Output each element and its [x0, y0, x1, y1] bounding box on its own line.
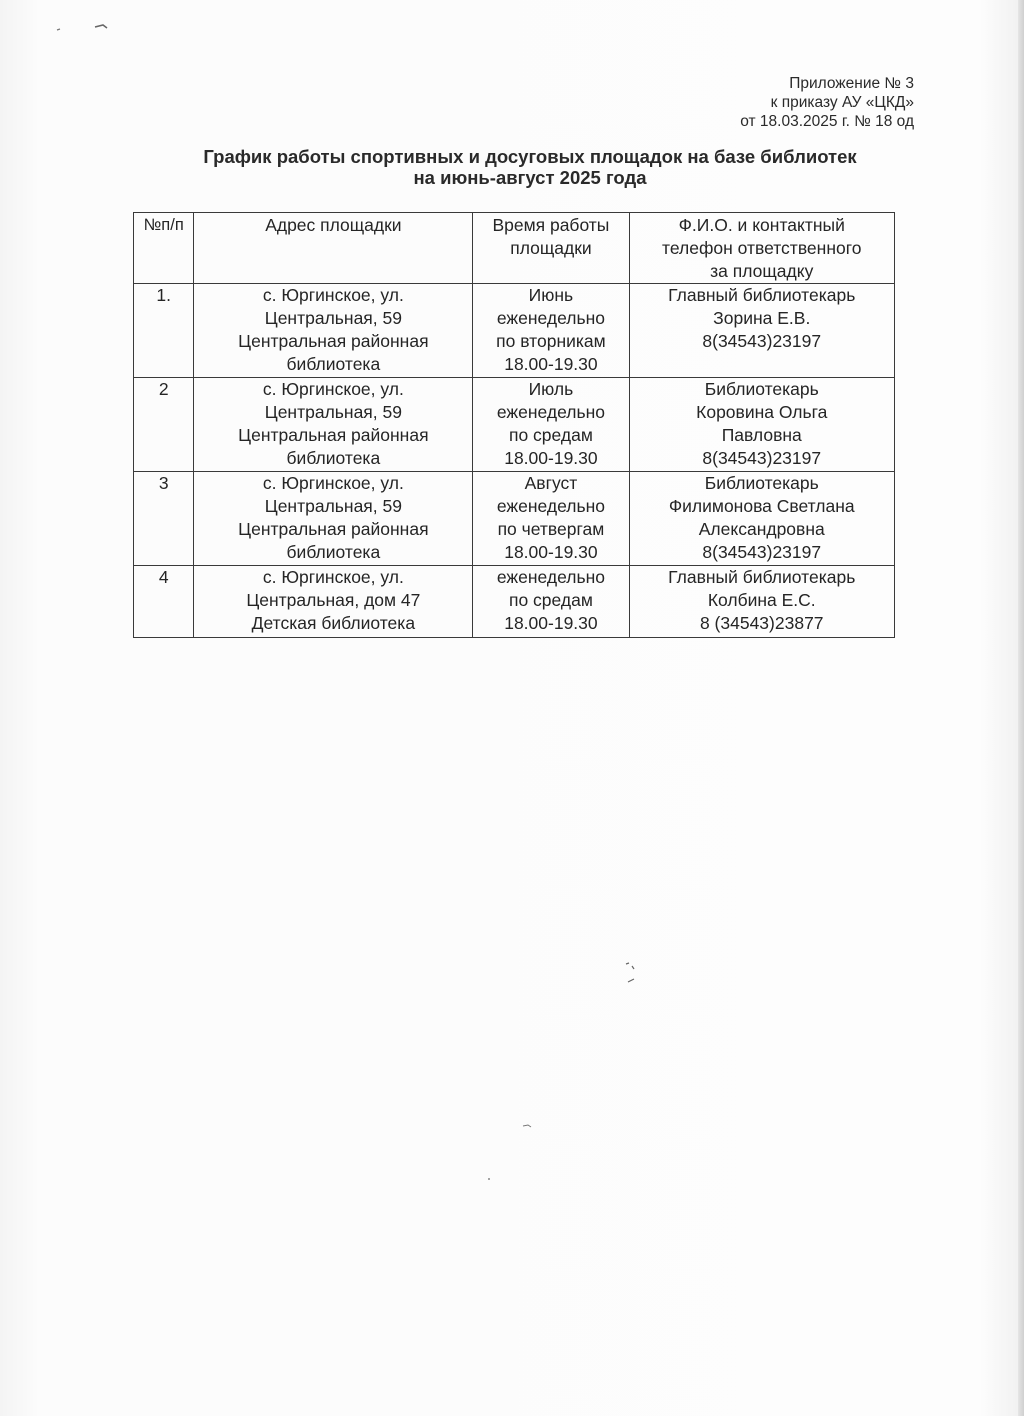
contact-line: Павловна: [721, 425, 802, 445]
table-header-row: [134, 213, 895, 284]
time-cell: [473, 566, 629, 638]
table-row: [134, 472, 895, 566]
address-line: Центральная, 59: [264, 496, 402, 516]
header-cell-number: [134, 213, 194, 284]
contact-line: Коровина Ольга: [696, 402, 828, 422]
contact-line: Александровна: [698, 519, 825, 539]
address-line: Центральная районная: [238, 425, 429, 445]
scan-speck-mark: [522, 1122, 536, 1130]
contact-line: Библиотекарь: [704, 473, 819, 493]
title-line-1: График работы спортивных и досуговых площадок на базе библиотек: [203, 146, 857, 167]
row-number-cell: [134, 472, 194, 566]
header-cell-address: [194, 213, 473, 284]
time-line: по четвергам: [497, 519, 605, 539]
contact-line: 8(34543)23197: [702, 331, 822, 351]
address-line: Центральная, дом 47: [246, 590, 421, 610]
address-line: с. Юргинское, ул.: [262, 473, 404, 493]
row-number-cell: [134, 378, 194, 472]
contact-line: Библиотекарь: [704, 379, 819, 399]
address-line: библиотека: [286, 354, 381, 374]
schedule-table: [133, 212, 895, 638]
row-number: 1.: [156, 285, 171, 305]
row-number: 2: [158, 379, 169, 399]
address-line: Центральная, 59: [264, 402, 402, 422]
address-cell: [194, 566, 473, 638]
header-text: телефон ответственного: [662, 238, 862, 258]
address-line: библиотека: [286, 542, 381, 562]
time-line: 18.00-19.30: [504, 448, 598, 468]
contact-line: 8(34543)23197: [702, 542, 822, 562]
address-line: Детская библиотека: [251, 613, 416, 633]
order-date: от 18.03.2025 г. № 18 од: [740, 113, 914, 130]
header-cell-contact: [629, 213, 895, 284]
contact-line: 8 (34543)23877: [699, 613, 824, 633]
address-cell: [194, 284, 473, 378]
time-line: Июль: [528, 379, 574, 399]
time-line: по средам: [508, 590, 593, 610]
time-line: 18.00-19.30: [504, 354, 598, 374]
contact-line: Филимонова Светлана: [668, 496, 855, 516]
contact-line: Главный библиотекарь: [668, 567, 856, 587]
scan-speck-mark: [55, 22, 125, 34]
header-text: Время работы: [492, 215, 610, 235]
contact-cell: [629, 566, 895, 638]
order-reference: к приказу АУ «ЦКД»: [770, 94, 914, 111]
time-line: по вторникам: [496, 331, 606, 351]
time-line: еженедельно: [496, 567, 605, 587]
row-number: 3: [158, 473, 169, 493]
address-line: с. Юргинское, ул.: [262, 567, 404, 587]
contact-line: Зорина Е.В.: [713, 308, 811, 328]
table-row: [134, 378, 895, 472]
header-text: №п/п: [143, 216, 184, 234]
address-line: Центральная, 59: [264, 308, 402, 328]
time-line: 18.00-19.30: [504, 542, 598, 562]
time-line: по средам: [508, 425, 593, 445]
row-number: 4: [158, 567, 169, 587]
time-line: еженедельно: [496, 402, 605, 422]
time-line: еженедельно: [496, 496, 605, 516]
header-text: Адрес площадки: [265, 215, 402, 235]
address-line: Центральная районная: [238, 331, 429, 351]
table-row: [134, 284, 895, 378]
time-cell: [473, 472, 629, 566]
address-line: с. Юргинское, ул.: [262, 285, 404, 305]
scan-speck-mark: [620, 960, 644, 990]
time-line: еженедельно: [496, 308, 605, 328]
contact-cell: [629, 284, 895, 378]
time-line: 18.00-19.30: [504, 613, 598, 633]
contact-line: 8(34543)23197: [702, 448, 822, 468]
contact-cell: [629, 472, 895, 566]
header-text: площадки: [510, 238, 592, 258]
address-cell: [194, 472, 473, 566]
address-line: Центральная районная: [238, 519, 429, 539]
scan-speck-mark: [486, 1176, 492, 1182]
address-line: с. Юргинское, ул.: [262, 379, 404, 399]
address-cell: [194, 378, 473, 472]
header-text: Ф.И.О. и контактный: [678, 215, 845, 235]
row-number-cell: [134, 566, 194, 638]
time-cell: [473, 378, 629, 472]
appendix-header: [740, 74, 914, 131]
contact-line: Колбина Е.С.: [707, 590, 816, 610]
contact-cell: [629, 378, 895, 472]
time-line: Август: [524, 473, 578, 493]
title-line-2: на июнь-август 2025 года: [413, 167, 647, 188]
time-line: Июнь: [528, 285, 574, 305]
row-number-cell: [134, 284, 194, 378]
address-line: библиотека: [286, 448, 381, 468]
table-row: [134, 566, 895, 638]
document-title: [130, 146, 930, 188]
time-cell: [473, 284, 629, 378]
header-cell-time: [473, 213, 629, 284]
contact-line: Главный библиотекарь: [668, 285, 856, 305]
appendix-number: Приложение № 3: [789, 75, 914, 92]
page-edge-shadow: [1018, 0, 1024, 1416]
header-text: за площадку: [710, 261, 814, 281]
